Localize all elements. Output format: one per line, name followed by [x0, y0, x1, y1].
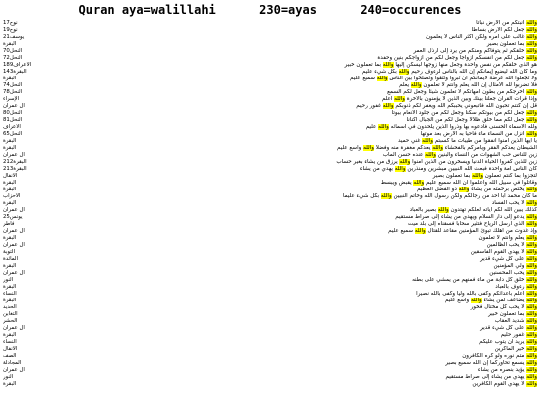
- verse-text: ما كان محمد أبا أحد من رجالكم ولكن رسول الله وخاتم النبيين والله بكل شيء عليما: [342, 193, 537, 200]
- match-highlight: والله: [382, 61, 394, 68]
- match-highlight: والله: [526, 117, 537, 124]
- result-row: [3, 214, 537, 221]
- verse-reference: النساء: [3, 290, 17, 297]
- verse-reference: البقرة: [3, 179, 17, 186]
- result-row: [3, 263, 537, 270]
- verse-text: ولا تجعلوا الله عرضة لأيمانكم أن تبروا وتتقوا وتصلحوا بين الناس والله سميع عليم: [350, 75, 537, 82]
- verse-reference: النور: [3, 276, 14, 283]
- result-row: [3, 325, 537, 332]
- verse-text: والله يعلم وأنتم لا تعلمون: [478, 235, 537, 242]
- verse-reference: المجادلة: [3, 359, 22, 366]
- verse-reference: المائدة: [3, 255, 19, 262]
- verse-reference: البقرة: [3, 144, 17, 151]
- result-row: [3, 360, 537, 367]
- verse-reference: البقرة: [3, 137, 17, 144]
- verse-text: والله لا يحب الظالمين: [486, 242, 537, 248]
- match-highlight: والله: [526, 186, 537, 193]
- verse-text: والله على كل شيء قدير: [480, 325, 537, 332]
- match-highlight: والله: [394, 96, 405, 103]
- match-highlight: والله: [398, 68, 410, 75]
- verse-text: كذلك يبين الله لكم آياته لعلكم تهتدون والله بصير بالعباد: [409, 207, 537, 214]
- result-row: [3, 270, 537, 277]
- result-row: [3, 346, 537, 353]
- match-highlight: والله: [526, 20, 537, 26]
- verse-reference: البقرة: [3, 40, 17, 47]
- results-list: [3, 20, 537, 403]
- match-highlight: والله: [526, 110, 537, 117]
- match-highlight: والله: [526, 339, 537, 346]
- result-row: [3, 159, 537, 166]
- verse-reference: البقرة: [3, 262, 17, 269]
- result-row: [3, 103, 537, 110]
- verse-text: والله شديد العقاب: [494, 318, 537, 325]
- verse-reference: الأعراف: [3, 124, 21, 131]
- match-highlight: والله: [414, 228, 426, 235]
- result-row: [3, 34, 537, 41]
- verse-text: والله جعل لكم من بيوتكم سكنا وجعل لكم من جلود الأنعام بيوتا: [391, 110, 537, 117]
- match-highlight: والله: [437, 207, 449, 214]
- result-row: [3, 69, 537, 76]
- verse-text: والله جعل لكم مما خلق ظلالا وجعل لكم من الجبال أكنانا: [406, 117, 537, 124]
- match-highlight: والله: [526, 373, 537, 380]
- verse-reference: النور: [3, 373, 14, 380]
- match-highlight: والله: [526, 131, 537, 137]
- result-row: [3, 311, 537, 318]
- match-highlight: والله: [526, 200, 537, 207]
- match-highlight: والله: [526, 89, 537, 96]
- verse-reference: البقرة212: [3, 158, 27, 165]
- verse-text: والله جعل لكم من أنفسكم أزواجا وجعل لكم من أزواجكم بنين وحفدة: [377, 54, 537, 61]
- match-highlight: والله: [526, 325, 537, 332]
- match-highlight: والله: [526, 304, 537, 311]
- verse-reference: النساء: [3, 339, 17, 346]
- verse-text: والله لا يهدي القوم الكافرين: [472, 380, 537, 387]
- result-row: [3, 173, 537, 180]
- verse-reference: البقرة: [3, 235, 17, 242]
- result-row: [3, 131, 537, 138]
- match-highlight: والله: [425, 151, 436, 158]
- match-highlight: والله: [526, 311, 537, 318]
- verse-text: والله يؤيد بنصره من يشاء: [477, 366, 537, 373]
- match-highlight: والله: [526, 276, 537, 283]
- match-highlight: والله: [526, 290, 537, 297]
- match-highlight: والله: [526, 214, 537, 221]
- match-highlight: والله: [413, 179, 425, 186]
- match-highlight: والله: [526, 255, 537, 262]
- verse-text: والله بما تعملون خبير: [488, 311, 537, 318]
- verse-reference: الإسراء: [3, 96, 20, 103]
- verse-reference: آل عمران: [3, 269, 25, 276]
- match-highlight: والله: [526, 346, 537, 353]
- result-row: [3, 76, 537, 83]
- result-row: [3, 110, 537, 117]
- verse-text: والله بما تعملون بصير: [486, 40, 537, 47]
- match-highlight: والله: [472, 172, 483, 179]
- verse-reference: آل عمران: [3, 228, 25, 235]
- verse-reference: النحل74: [3, 82, 23, 89]
- verse-reference: آل عمران: [3, 242, 25, 248]
- verse-text: والله متم نوره ولو كره الكافرون: [462, 353, 537, 359]
- verse-reference: البقرة: [3, 283, 17, 290]
- verse-reference: النحل81: [3, 117, 23, 124]
- match-highlight: والله: [526, 269, 537, 276]
- verse-reference: النحل70: [3, 47, 23, 54]
- verse-reference: نوح19: [3, 26, 18, 33]
- verse-text: وإذا قرأت القرآن جعلنا بينك وبين الذين لا يؤمنون بالآخرة والله أعلم: [381, 96, 537, 103]
- result-row: [3, 48, 537, 55]
- verse-text: والله لا يحب الفساد: [491, 200, 537, 207]
- verse-reference: الصف: [3, 353, 17, 359]
- match-highlight: والله: [526, 366, 537, 373]
- verse-reference: البقرة213: [3, 165, 27, 172]
- result-row: [3, 193, 537, 200]
- verse-reference: فاطر: [3, 221, 15, 228]
- verse-text: والله يسمع تحاوركما إن الله سميع بصير: [445, 359, 537, 366]
- verse-reference: آل عمران: [3, 151, 25, 158]
- match-highlight: والله: [526, 380, 537, 387]
- result-row: [3, 221, 537, 228]
- match-highlight: والله: [526, 248, 537, 255]
- verse-text: كان الناس أمة واحدة فبعث الله النبيين مبشرين ومنذرين والله يهدي من يشاء: [359, 165, 537, 172]
- match-highlight: والله: [363, 144, 374, 151]
- verse-text: والله أنبتكم من الأرض نباتا: [476, 20, 537, 26]
- match-highlight: والله: [376, 75, 388, 82]
- result-row: [3, 166, 537, 173]
- verse-text: والله يضاعف لمن يشاء والله واسع عليم: [444, 297, 537, 304]
- result-row: [3, 235, 537, 242]
- verse-text: لتجزوا بما كنتم تعملون والله بما تعملون بصير: [432, 172, 537, 179]
- result-row: [3, 207, 537, 214]
- match-highlight: والله: [526, 33, 537, 40]
- result-row: [3, 228, 537, 235]
- result-row: [3, 353, 537, 360]
- verse-reference: الأنفال: [3, 172, 18, 179]
- verse-text: وقاتلوا في سبيل الله واعلموا أن الله سميع عليم والله يقبض ويبسط: [380, 179, 537, 186]
- match-highlight: والله: [394, 165, 406, 172]
- match-highlight: والله: [470, 297, 482, 304]
- verse-reference: نوح17: [3, 20, 18, 26]
- occurrences-count: 240=occurences: [360, 3, 462, 17]
- result-row: [3, 277, 537, 284]
- verse-text: وما كان الله ليضيع إيمانكم إن الله بالناس لرءوف رحيم والله بكل شيء عليم: [361, 68, 537, 75]
- result-row: [3, 249, 537, 256]
- verse-reference: النحل80: [3, 110, 23, 117]
- verse-reference: يوسف21: [3, 33, 25, 40]
- result-row: [3, 339, 537, 346]
- verse-text: ولله الأسماء الحسنى فادعوه بها وذروا الذين يلحدون في أسمائه والله عليم: [365, 124, 537, 131]
- match-highlight: والله: [458, 186, 470, 193]
- result-row: [3, 20, 537, 27]
- result-row: [3, 367, 537, 374]
- result-row: [3, 318, 537, 325]
- result-row: [3, 27, 537, 34]
- result-row: [3, 291, 537, 298]
- verse-reference: البقرة: [3, 186, 17, 193]
- verse-text: والله جعل لكم الأرض بساطا: [471, 26, 537, 33]
- verse-reference: آل عمران: [3, 366, 25, 373]
- match-highlight: والله: [526, 283, 537, 290]
- result-row: [3, 304, 537, 311]
- match-highlight: والله: [526, 353, 537, 359]
- match-highlight: والله: [526, 332, 537, 339]
- verse-reference: آل عمران: [3, 207, 25, 214]
- verse-reference: الحديد: [3, 304, 17, 311]
- match-highlight: والله: [380, 193, 392, 200]
- match-highlight: والله: [526, 318, 537, 325]
- verse-text: والله يحب المحسنين: [489, 269, 537, 276]
- match-highlight: والله: [526, 242, 537, 248]
- verse-text: هو الذي خلقكم من نفس واحدة وجعل منها زوجها ليسكن إليها والله بما تعملون خبير: [344, 61, 537, 68]
- verse-text: والله يدعو إلى دار السلام ويهدي من يشاء إلى صراط مستقيم: [395, 214, 537, 221]
- result-row: [3, 180, 537, 187]
- verse-text: والله لا يحب كل مختال فخور: [470, 304, 537, 311]
- match-highlight: والله: [422, 137, 433, 144]
- verse-text: فلا تضربوا لله الأمثال إن الله يعلم وأنتم لا تعلمون والله يعلم: [399, 82, 537, 89]
- match-highlight: والله: [526, 54, 537, 61]
- verse-text: وإذ غدوت من أهلك تبوئ المؤمنين مقاعد للقتال والله سميع عليم: [388, 228, 537, 235]
- verse-text: والله يختص برحمته من يشاء والله ذو الفضل العظيم: [416, 186, 537, 193]
- result-row: [3, 374, 537, 381]
- match-highlight: والله: [399, 158, 411, 165]
- verse-text: والله على كل شيء قدير: [480, 255, 537, 262]
- query-text: Quran aya=walillahi: [78, 3, 216, 17]
- result-row: [3, 145, 537, 152]
- match-highlight: والله: [410, 82, 422, 89]
- match-highlight: والله: [526, 359, 537, 366]
- verse-reference: التغابن: [3, 311, 18, 318]
- match-highlight: والله: [432, 144, 444, 151]
- verse-text: والله يهدي من يشاء إلى صراط مستقيم: [445, 373, 537, 380]
- result-row: [3, 138, 537, 145]
- verse-reference: البقرة: [3, 297, 17, 304]
- result-row: [3, 187, 537, 194]
- verse-text: والله غفور حليم: [500, 332, 537, 339]
- verse-text: والله لا يهدي القوم الفاسقين: [470, 248, 537, 255]
- result-row: [3, 298, 537, 305]
- match-highlight: والله: [526, 47, 537, 54]
- result-row: [3, 55, 537, 62]
- match-highlight: والله: [526, 262, 537, 269]
- verse-reference: البقرة: [3, 200, 17, 207]
- verse-text: والله خلق كل دابة من ماء فمنهم من يمشي على بطنه: [412, 276, 537, 283]
- verse-reference: الحشر: [3, 318, 18, 325]
- result-row: [3, 124, 537, 131]
- result-row: [3, 284, 537, 291]
- result-row: [3, 62, 537, 69]
- verse-text: والله أعلم بأعدائكم وكفى بالله وليا وكفى بالله نصيرا: [416, 290, 537, 297]
- verse-reference: التوبة: [3, 248, 15, 255]
- verse-text: يا أيها الذين آمنوا أنفقوا من طيبات ما كسبتم والله غني حميد: [397, 137, 537, 144]
- verse-text: والله خير الماكرين: [494, 346, 537, 353]
- verse-text: الشيطان يعدكم الفقر ويأمركم بالفحشاء والله يعدكم مغفرة منه وفضلا والله واسع عليم: [337, 144, 537, 151]
- verse-reference: البقرة: [3, 332, 17, 339]
- result-row: [3, 96, 537, 103]
- verse-reference: البقرة: [3, 380, 17, 387]
- result-row: [3, 82, 537, 89]
- match-highlight: والله: [526, 235, 537, 242]
- result-row: [3, 152, 537, 159]
- verse-text: والله الذي أرسل الرياح فتثير سحابا فسقناه إلى بلد ميت: [407, 221, 537, 228]
- verse-reference: الأحزاب: [3, 193, 21, 200]
- verse-reference: آل عمران: [3, 325, 25, 332]
- verse-text: والله خلقكم ثم يتوفاكم ومنكم من يرد إلى أرذل العمر: [413, 47, 537, 54]
- verse-reference: الأعراف189: [3, 61, 32, 68]
- verse-reference: البقرة: [3, 75, 17, 82]
- verse-text: والله أنزل من السماء ماء فأحيا به الأرض بعد موتها: [420, 131, 537, 137]
- match-highlight: والله: [526, 26, 537, 33]
- result-row: [3, 256, 537, 263]
- verse-reference: آل عمران: [3, 103, 25, 110]
- verse-text: زين للذين كفروا الحياة الدنيا ويسخرون من الذين آمنوا والله يرزق من يشاء بغير حساب: [336, 158, 537, 165]
- verse-text: والله ولي المؤمنين: [493, 262, 537, 269]
- verse-reference: الأنفال: [3, 346, 18, 353]
- match-highlight: والله: [526, 221, 537, 228]
- result-row: [3, 89, 537, 96]
- verse-reference: النحل78: [3, 89, 23, 96]
- verse-reference: النحل65: [3, 131, 23, 137]
- match-highlight: والله: [378, 124, 389, 131]
- result-row: [3, 381, 537, 388]
- match-highlight: والله: [382, 103, 394, 110]
- verse-text: والله غالب على أمره ولكن أكثر الناس لا يعلمون: [425, 33, 537, 40]
- match-highlight: والله: [526, 297, 537, 304]
- verse-text: قل إن كنتم تحبون الله فاتبعوني يحببكم الله ويغفر لكم ذنوبكم والله غفور رحيم: [356, 103, 537, 110]
- result-row: [3, 41, 537, 48]
- query-header: [0, 0, 540, 20]
- verse-text: والله أخرجكم من بطون أمهاتكم لا تعلمون شيئا وجعل لكم السمع: [387, 89, 537, 96]
- result-row: [3, 200, 537, 207]
- verse-reference: النحل72: [3, 54, 23, 61]
- verse-reference: البقرة143: [3, 68, 27, 75]
- match-highlight: والله: [526, 40, 537, 47]
- verse-text: زين للناس حب الشهوات من النساء والبنين والله عنده حسن المآب: [382, 151, 537, 158]
- verse-text: والله رءوف بالعباد: [495, 283, 537, 290]
- verse-text: والله يريد أن يتوب عليكم: [479, 339, 537, 346]
- result-row: [3, 332, 537, 339]
- result-row: [3, 117, 537, 124]
- ayas-count: 230=ayas: [259, 3, 317, 17]
- verse-reference: يونس25: [3, 214, 23, 221]
- result-row: [3, 242, 537, 249]
